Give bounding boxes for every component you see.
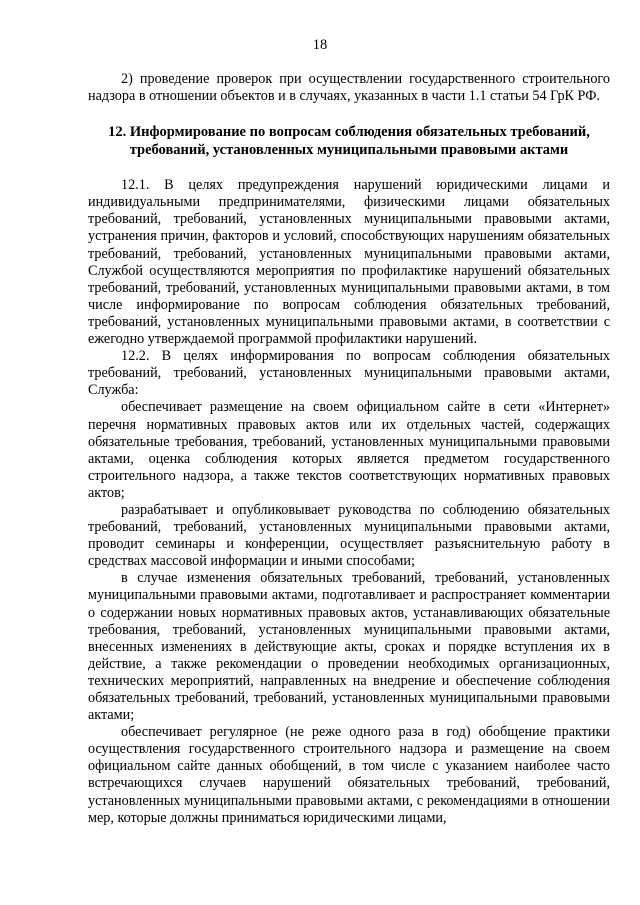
section-heading [88, 124, 610, 159]
section-heading-line-2: требований, установленных муниципальными правовыми актами [129, 141, 569, 158]
paragraph-guidelines: разрабатывает и опубликовывает руководства по соблюдению обязательных требований, требований, установленных муниципальными правовыми актами, проводит семинары и конференции, осуществляет разъяснительную работу в средствах массовой информации и иными способами; [88, 501, 610, 570]
paragraph-changes-comments: в случае изменения обязательных требований, требований, установленных муниципальными правовыми актами, подготавливает и распространяет комментарии о содержании новых нормативных правовых актов, устанавливающих обязательные требования, требований, установленных муниципальными правовыми актами, внесенных изменениях в действующие акты, сроках и порядке вступления их в действие, а также рекомендации о проведении необходимых организационных, технических мероприятий, направленных на внедрение и обеспечение соблюдения обязательных требований, требований, установленных муниципальными правовыми актами; [88, 570, 610, 724]
page-number: 18 [312, 37, 328, 53]
paragraph-website-list: обеспечивает размещение на своем официальном сайте в сети «Интернет» перечня нормативных правовых актов или их отдельных частей, содержащих обязательные требования, требований, установленных муниципальными правовыми актами, оценка соблюдения которых является предметом государственного строительного надзора, а также текстов соответствующих нормативных правовых актов; [88, 399, 610, 501]
section-heading-line-1: 12. Информирование по вопросам соблюдения обязательных требований, [108, 124, 590, 141]
paragraph-12-1: 12.1. В целях предупреждения нарушений юридическими лицами и индивидуальными предпринимателями, физическими лицами обязательных требований, требований, установленных муниципальными правовыми актами, устранения причин, факторов и условий, способствующих нарушениям обязательных требований, требований, установленных муниципальными правовыми актами, Службой осуществляются мероприятия по профилактике нарушений обязательных требований, требований, установленных муниципальными правовыми актами, в том числе информирование по вопросам соблюдения обязательных требований, требований, установленных муниципальными правовыми актами, в соответствии с ежегодно утверждаемой программой профилактики нарушений. [88, 177, 610, 348]
document-body [88, 71, 610, 827]
paragraph-practice-summary: обеспечивает регулярное (не реже одного раза в год) обобщение практики осуществления государственного строительного надзора и размещение на своем официальном сайте данных обобщений, в том числе с указанием наиболее часто встречающихся случаев нарушений обязательных требований, требований, установленных муниципальными правовыми актами, с рекомендациями в отношении мер, которые должны приниматься юридическими лицами, [88, 724, 610, 826]
intro-paragraph: 2) проведение проверок при осуществлении государственного строительного надзора в отношении объектов и в случаях, указанных в части 1.1 статьи 54 ГрК РФ. [88, 71, 610, 105]
paragraph-12-2: 12.2. В целях информирования по вопросам соблюдения обязательных требований, требований, установленных муниципальными правовыми актами, Служба: [88, 348, 610, 399]
